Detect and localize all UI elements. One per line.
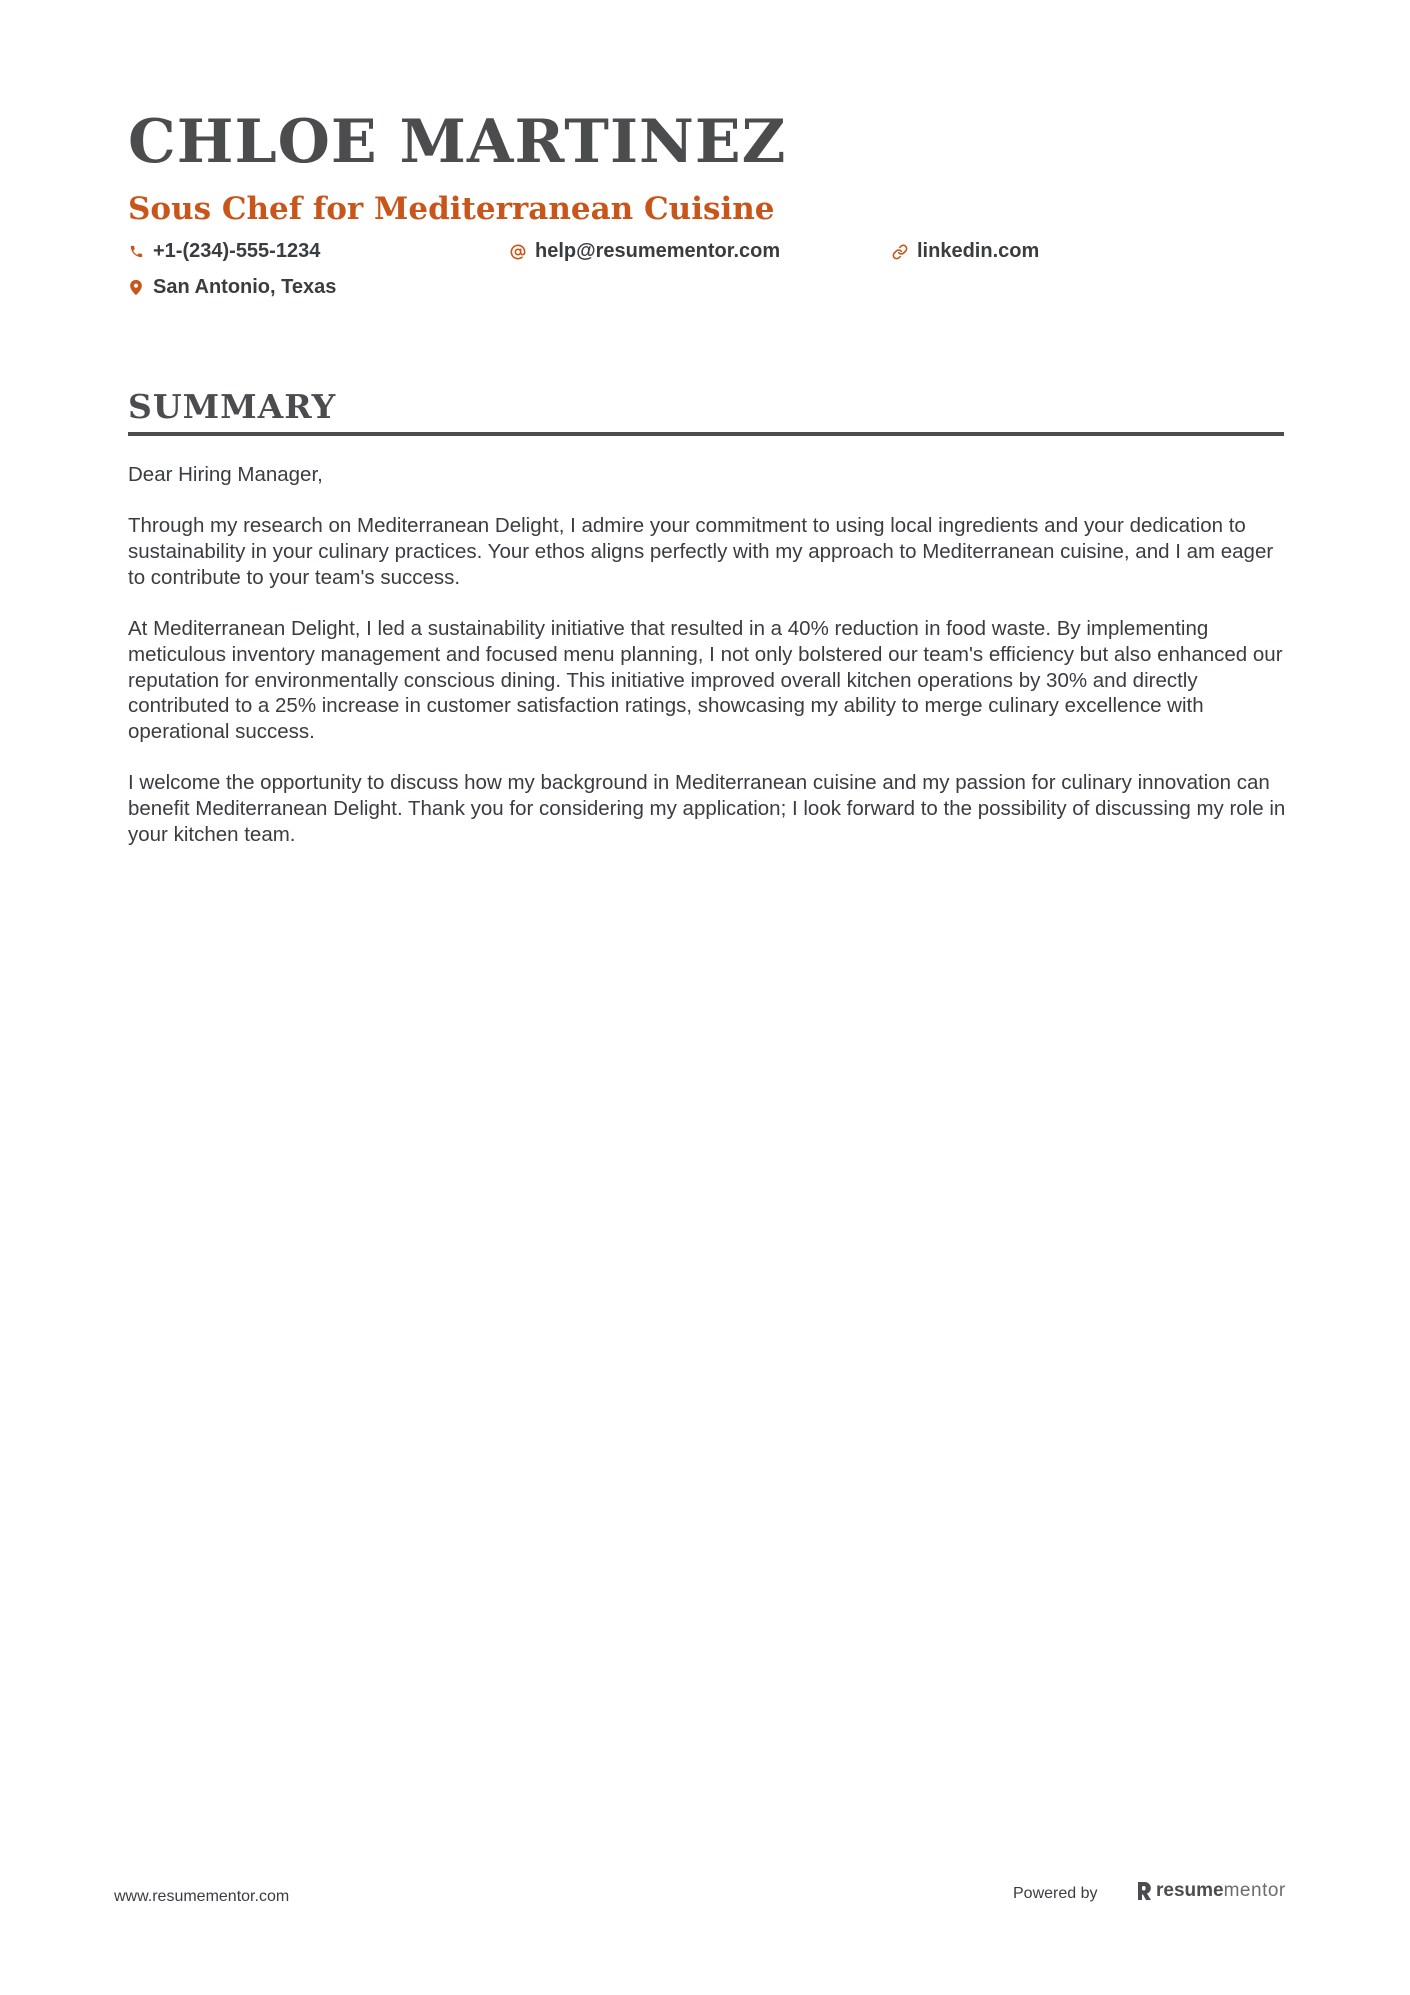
greeting: Dear Hiring Manager, bbox=[128, 463, 323, 486]
section-divider bbox=[128, 432, 1284, 436]
footer-url[interactable]: www.resumementor.com bbox=[114, 1888, 290, 1905]
link-icon bbox=[892, 243, 908, 261]
cover-letter-body bbox=[128, 462, 1288, 873]
paragraph-3: I welcome the opportunity to discuss how my background in Mediterranean cuisine and my passion for culinary innovation can benefit Mediterranean Delight. Thank you for considering my application; I look forward to the possibility of discussing my role in your kitchen team. bbox=[128, 771, 1286, 846]
link-text[interactable]: linkedin.com bbox=[917, 240, 1040, 262]
contact-link[interactable] bbox=[892, 240, 1039, 263]
email-text[interactable]: help@resumementor.com bbox=[535, 240, 781, 262]
at-sign-icon bbox=[510, 243, 526, 261]
section-title-summary: SUMMARY bbox=[128, 387, 337, 426]
paragraph-2: At Mediterranean Delight, I led a sustainability initiative that resulted in a 40% reduction in food waste. By implementing meticulous inventory management and focused menu planning, I not only bolstered our team's efficiency but also enhanced our reputation for environmentally conscious dining. This initiative improved overall kitchen operations by 30% and directly contributed to a 25% increase in customer satisfaction ratings, showcasing my ability to merge culinary excellence with operational success. bbox=[128, 617, 1283, 743]
location-text: San Antonio, Texas bbox=[153, 276, 337, 298]
phone-icon bbox=[128, 243, 144, 261]
job-title: Sous Chef for Mediterranean Cuisine bbox=[128, 191, 775, 227]
contact-location bbox=[128, 276, 336, 299]
powered-by-label: Powered by bbox=[1013, 1885, 1098, 1902]
contact-email[interactable] bbox=[510, 240, 780, 263]
brand-logo[interactable] bbox=[1136, 1880, 1286, 1902]
brand-name-bold: resume bbox=[1156, 1880, 1224, 1901]
brand-name-light: mentor bbox=[1223, 1880, 1286, 1901]
phone-text: +1-(234)-555-1234 bbox=[153, 240, 321, 262]
resumementor-logo-icon bbox=[1136, 1881, 1152, 1901]
paragraph-1: Through my research on Mediterranean Delight, I admire your commitment to using local ingredients and your dedication to sustainability in your culinary practices. Your ethos aligns perfectly with my approach to Mediterranean cuisine, and I am eager to contribute to your team's success. bbox=[128, 514, 1274, 589]
contact-phone bbox=[128, 240, 320, 263]
candidate-name: CHLOE MARTINEZ bbox=[128, 107, 787, 177]
location-pin-icon bbox=[128, 279, 144, 297]
